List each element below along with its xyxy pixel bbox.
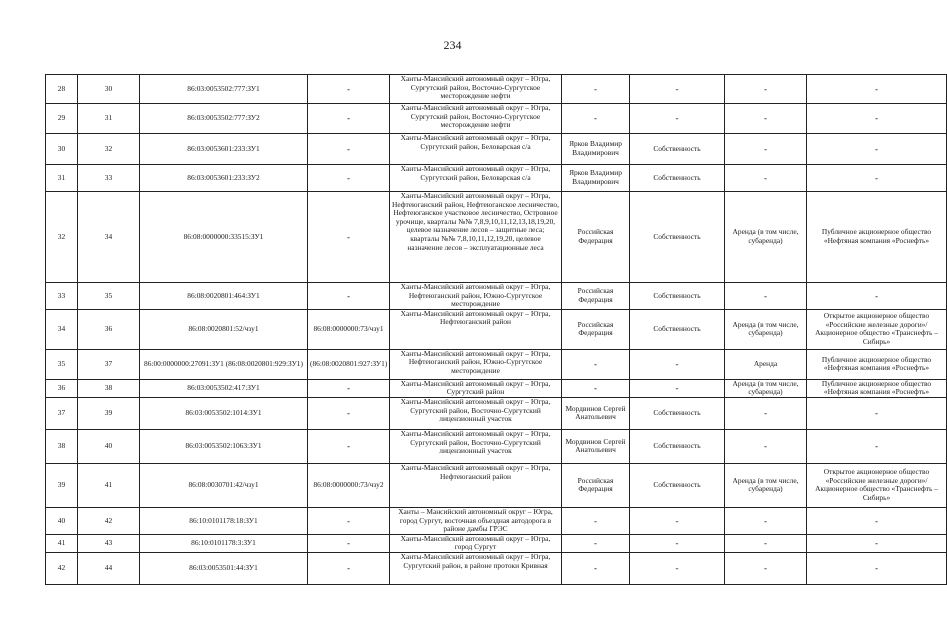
address-cell: Ханты-Мансийский автономный округ – Югра, Нефтеюганский район [390,463,562,507]
right-type-cell: Собственность [630,429,725,463]
encumbrance-cell: Аренда (в том числе, субаренда) [725,379,807,397]
address-cell: Ханты-Мансийский автономный округ – Югра, Нефтеюганский район, Южно-Сургутское месторождение [390,349,562,379]
right-holder-cell: Ярков Владимир Владимирович [562,165,630,192]
right-holder-cell: Мордвинов Сергей Анатольевич [562,429,630,463]
address-cell: Ханты-Мансийский автономный округ – Югра, Нефтеюганский район, Южно-Сургутское месторождение [390,283,562,310]
encumbrance-cell: - [725,75,807,104]
right-holder-cell: Российская Федерация [562,309,630,349]
table-row [46,463,947,507]
source-cadastral-number-cell: - [308,397,390,429]
sequence-number-cell: 33 [78,165,140,192]
row-number-cell: 37 [46,397,78,429]
right-holder-cell: Ярков Владимир Владимирович [562,134,630,165]
sequence-number-cell: 39 [78,397,140,429]
encumbrance-holder-cell: - [807,104,947,134]
table-row [46,507,947,534]
encumbrance-holder-cell: Открытое акционерное общество «Российские железные дороги»/Акционерное общество «Транснефть – Сибирь» [807,463,947,507]
right-type-cell: Собственность [630,192,725,283]
sequence-number-cell: 40 [78,429,140,463]
address-cell: Ханты-Мансийский автономный округ – Югра, Сургутский район, Восточно-Сургутское месторождение нефти [390,75,562,104]
sequence-number-cell: 42 [78,507,140,534]
row-number-cell: 34 [46,309,78,349]
row-number-cell: 41 [46,534,78,552]
table-row [46,379,947,397]
encumbrance-holder-cell: Публичное акционерное общество «Нефтяная компания «Роснефть» [807,379,947,397]
source-cadastral-number-cell: - [308,534,390,552]
encumbrance-holder-cell: Публичное акционерное общество «Нефтяная компания «Роснефть» [807,349,947,379]
cadastral-number-cell: 86:00:0000000:27091:ЗУ1 (86:08:0020801:929:ЗУ1) [140,349,308,379]
row-number-cell: 28 [46,75,78,104]
cadastral-number-cell: 86:03:0053502:777:ЗУ1 [140,75,308,104]
table-row [46,309,947,349]
table-row [46,534,947,552]
source-cadastral-number-cell: (86:08:0020801:927:ЗУ1) [308,349,390,379]
right-holder-cell: - [562,104,630,134]
row-number-cell: 30 [46,134,78,165]
encumbrance-cell: - [725,552,807,584]
cadastral-number-cell: 86:08:0020801:464:ЗУ1 [140,283,308,310]
address-cell: Ханты – Мансийский автономный округ – Югра, город Сургут, восточная объездная автодорога в районе дамбы ГРЭС [390,507,562,534]
right-type-cell: Собственность [630,463,725,507]
cadastral-number-cell: 86:03:0053501:44:ЗУ1 [140,552,308,584]
source-cadastral-number-cell: - [308,507,390,534]
source-cadastral-number-cell: 86:08:0000000:73/чзу1 [308,309,390,349]
source-cadastral-number-cell: - [308,104,390,134]
source-cadastral-number-cell: - [308,283,390,310]
encumbrance-cell: Аренда [725,349,807,379]
address-cell: Ханты-Мансийский автономный округ – Югра, Нефтеюганский район [390,309,562,349]
row-number-cell: 42 [46,552,78,584]
right-type-cell: - [630,75,725,104]
right-holder-cell: - [562,507,630,534]
source-cadastral-number-cell: - [308,192,390,283]
table-row [46,283,947,310]
source-cadastral-number-cell: - [308,552,390,584]
table-row [46,397,947,429]
right-holder-cell: Мордвинов Сергей Анатольевич [562,397,630,429]
encumbrance-holder-cell: - [807,75,947,104]
table-row [46,134,947,165]
right-holder-cell: Российская Федерация [562,463,630,507]
encumbrance-cell: Аренда (в том числе, субаренда) [725,463,807,507]
cadastral-number-cell: 86:08:0020801:52/чзу1 [140,309,308,349]
table-row [46,552,947,584]
row-number-cell: 35 [46,349,78,379]
row-number-cell: 29 [46,104,78,134]
right-holder-cell: - [562,75,630,104]
cadastral-number-cell: 86:03:0053502:1014:ЗУ1 [140,397,308,429]
address-cell: Ханты-Мансийский автономный округ – Югра, Сургутский район, Беловарская с/а [390,165,562,192]
cadastral-number-cell: 86:03:0053601:233:ЗУ1 [140,134,308,165]
encumbrance-cell: - [725,507,807,534]
sequence-number-cell: 35 [78,283,140,310]
sequence-number-cell: 41 [78,463,140,507]
row-number-cell: 40 [46,507,78,534]
right-holder-cell: - [562,349,630,379]
address-cell: Ханты-Мансийский автономный округ – Югра, Сургутский район, Восточно-Сургутский лицензионный участок [390,429,562,463]
encumbrance-cell: - [725,104,807,134]
source-cadastral-number-cell: - [308,429,390,463]
sequence-number-cell: 31 [78,104,140,134]
address-cell: Ханты-Мансийский автономный округ – Югра, Нефтеюганский район, Нефтеюганское лесничество, Нефтеюганское участковое лесничество, Островное урочище, кварталы №№ 7,8,9,10,11,12,13,18,19,20, целевое назначение лесов – защитные леса; кварталы №№ 7,8,10,11,12,19,20, целевое назначение лесов – эксплуатационные леса [390,192,562,283]
cadastral-number-cell: 86:03:0053502:777:ЗУ2 [140,104,308,134]
encumbrance-cell: - [725,397,807,429]
address-cell: Ханты-Мансийский автономный округ – Югра, город Сургут [390,534,562,552]
right-holder-cell: - [562,379,630,397]
sequence-number-cell: 38 [78,379,140,397]
right-holder-cell: - [562,534,630,552]
table-row [46,165,947,192]
table-row [46,192,947,283]
right-type-cell: - [630,379,725,397]
table-row [46,104,947,134]
right-type-cell: Собственность [630,134,725,165]
encumbrance-holder-cell: - [807,534,947,552]
encumbrance-holder-cell: - [807,283,947,310]
right-holder-cell: Российская Федерация [562,283,630,310]
right-holder-cell: Российская Федерация [562,192,630,283]
right-type-cell: - [630,104,725,134]
encumbrance-holder-cell: Открытое акционерное общество «Российские железные дороги»/Акционерное общество «Транснефть – Сибирь» [807,309,947,349]
encumbrance-cell: - [725,283,807,310]
row-number-cell: 33 [46,283,78,310]
encumbrance-holder-cell: - [807,165,947,192]
address-cell: Ханты-Мансийский автономный округ – Югра, Сургутский район, Беловарская с/а [390,134,562,165]
sequence-number-cell: 44 [78,552,140,584]
right-type-cell: - [630,552,725,584]
encumbrance-holder-cell: Публичное акционерное общество «Нефтяная компания «Роснефть» [807,192,947,283]
sequence-number-cell: 36 [78,309,140,349]
table-row [46,429,947,463]
encumbrance-cell: Аренда (в том числе, субаренда) [725,309,807,349]
sequence-number-cell: 32 [78,134,140,165]
right-type-cell: Собственность [630,165,725,192]
cadastral-number-cell: 86:03:0053502:417:ЗУ1 [140,379,308,397]
sequence-number-cell: 30 [78,75,140,104]
encumbrance-cell: Аренда (в том числе, субаренда) [725,192,807,283]
cadastral-number-cell: 86:08:0000000:33515:ЗУ1 [140,192,308,283]
encumbrance-holder-cell: - [807,429,947,463]
encumbrance-cell: - [725,534,807,552]
encumbrance-cell: - [725,165,807,192]
source-cadastral-number-cell: - [308,134,390,165]
source-cadastral-number-cell: - [308,165,390,192]
source-cadastral-number-cell: - [308,379,390,397]
row-number-cell: 39 [46,463,78,507]
sequence-number-cell: 43 [78,534,140,552]
cadastral-number-cell: 86:08:0030701:42/чзу1 [140,463,308,507]
table-row [46,349,947,379]
cadastral-number-cell: 86:03:0053601:233:ЗУ2 [140,165,308,192]
cadastral-number-cell: 86:03:0053502:1063:ЗУ1 [140,429,308,463]
right-type-cell: - [630,534,725,552]
right-type-cell: Собственность [630,309,725,349]
cadastral-number-cell: 86:10:0101178:3:ЗУ1 [140,534,308,552]
land-plots-table [45,74,947,585]
row-number-cell: 31 [46,165,78,192]
row-number-cell: 36 [46,379,78,397]
address-cell: Ханты-Мансийский автономный округ – Югра, Сургутский район, Восточно-Сургутский лицензионный участок [390,397,562,429]
right-type-cell: Собственность [630,397,725,429]
cadastral-number-cell: 86:10:0101178:18:ЗУ1 [140,507,308,534]
row-number-cell: 38 [46,429,78,463]
address-cell: Ханты-Мансийский автономный округ – Югра, Сургутский район, Восточно-Сургутское месторождение нефти [390,104,562,134]
source-cadastral-number-cell: 86:08:0000000:73/чзу2 [308,463,390,507]
right-holder-cell: - [562,552,630,584]
encumbrance-cell: - [725,134,807,165]
table-row [46,75,947,104]
encumbrance-holder-cell: - [807,134,947,165]
right-type-cell: - [630,349,725,379]
page-number: 234 [443,38,462,52]
encumbrance-holder-cell: - [807,507,947,534]
sequence-number-cell: 34 [78,192,140,283]
encumbrance-holder-cell: - [807,552,947,584]
encumbrance-holder-cell: - [807,397,947,429]
right-type-cell: Собственность [630,283,725,310]
address-cell: Ханты-Мансийский автономный округ – Югра, Сургутский район [390,379,562,397]
sequence-number-cell: 37 [78,349,140,379]
right-type-cell: - [630,507,725,534]
source-cadastral-number-cell: - [308,75,390,104]
encumbrance-cell: - [725,429,807,463]
address-cell: Ханты-Мансийский автономный округ – Югра, Сургутский район, в районе протоки Кривная [390,552,562,584]
row-number-cell: 32 [46,192,78,283]
